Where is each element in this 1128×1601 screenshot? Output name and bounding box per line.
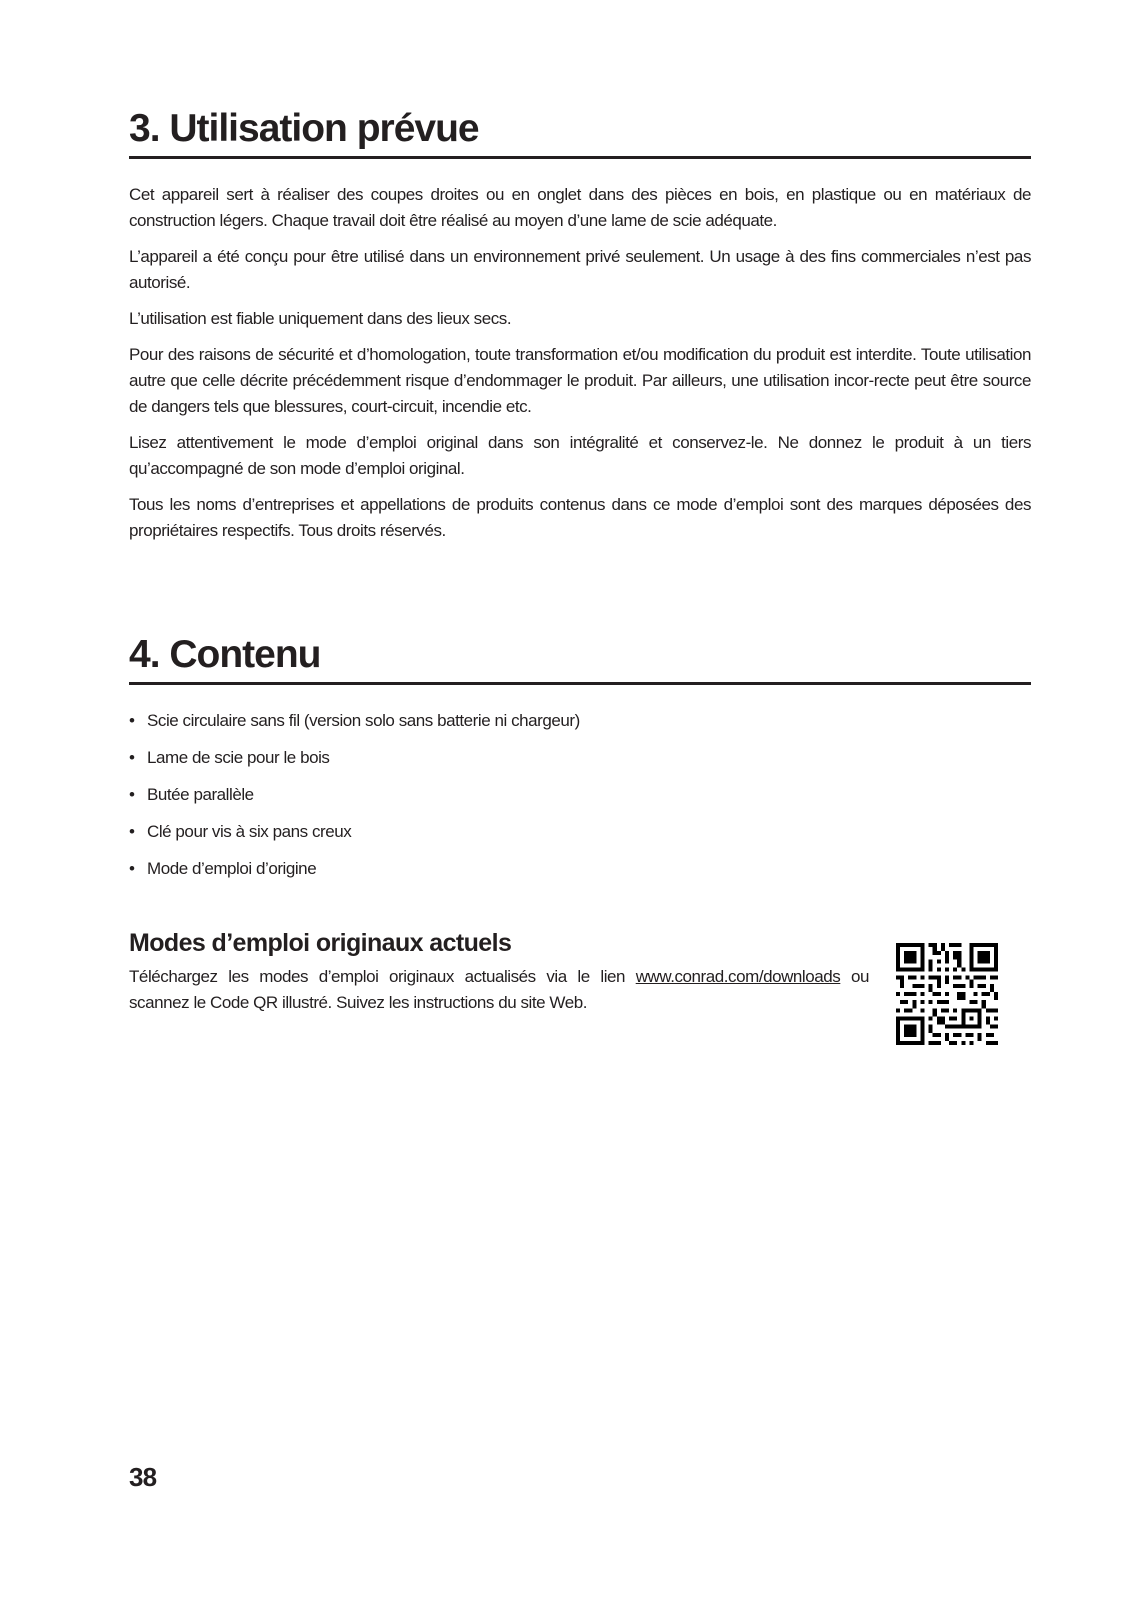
section-manual-downloads [129, 928, 1031, 1016]
subsection-title: Modes d’emploi originaux actuels [129, 929, 512, 957]
paragraph: Pour des raisons de sécurité et d’homologation, toute transformation et/ou modification du produit est interdite. Toute utilisation autre que celle décrite précédemment risque d’endommager le produit. Par ailleurs, une utilisation incor-recte peut être source de dangers tels que blessures, court-circuit, incendie etc. [129, 345, 1031, 416]
page-number: 38 [129, 1462, 157, 1492]
list-item [129, 819, 1031, 845]
paragraph: Cet appareil sert à réaliser des coupes droites ou en onglet dans des pièces en bois, en plastique ou en matériaux de construction légers. Chaque travail doit être réalisé au moyen d’une lame de scie adéquate. [129, 185, 1031, 230]
section-title: 4. Contenu [129, 633, 321, 676]
section-heading-rule [129, 106, 1031, 159]
download-instructions [129, 964, 869, 1016]
paragraph: L’utilisation est fiable uniquement dans des lieux secs. [129, 309, 512, 328]
list-item [129, 856, 1031, 882]
section-body [129, 182, 1031, 544]
document-page [129, 0, 1031, 1601]
paragraph: Tous les noms d’entreprises et appellations de produits contenus dans ce mode d’emploi sont des marques déposées des propriétaires respectifs. Tous droits réservés. [129, 495, 1031, 540]
bullet-icon: • [129, 785, 135, 804]
list-item [129, 745, 1031, 771]
section-heading-rule [129, 632, 1031, 685]
section-contents [129, 632, 1031, 893]
contents-list [129, 708, 1031, 882]
bullet-icon: • [129, 711, 135, 730]
bullet-icon: • [129, 748, 135, 767]
bullet-icon: • [129, 822, 135, 841]
bullet-icon: • [129, 859, 135, 878]
qr-code-icon[interactable] [896, 943, 998, 1045]
list-item-label: Mode d’emploi d’origine [147, 859, 317, 878]
paragraph: Lisez attentivement le mode d’emploi original dans son intégralité et conservez-le. Ne donnez le produit à un tiers qu’accompagné de son mode d’emploi original. [129, 433, 1031, 478]
section-title: 3. Utilisation prévue [129, 107, 479, 150]
paragraph: L’appareil a été conçu pour être utilisé dans un environnement privé seulement. Un usage à des fins commerciales n’est pas autorisé. [129, 247, 1031, 292]
instructions-text-after: ou scannez le Code QR illustré. Suivez les instructions du site Web. [129, 967, 869, 1012]
list-item [129, 782, 1031, 808]
list-item-label: Butée parallèle [147, 785, 254, 804]
downloads-link[interactable]: www.conrad.com/downloads [635, 967, 841, 986]
section-intended-use [129, 106, 1031, 554]
instructions-text-before: Téléchargez les modes d’emploi originaux actualisés via le lien [129, 967, 636, 986]
list-item-label: Lame de scie pour le bois [147, 748, 330, 767]
list-item [129, 708, 1031, 734]
list-item-label: Clé pour vis à six pans creux [147, 822, 352, 841]
list-item-label: Scie circulaire sans fil (version solo sans batterie ni chargeur) [147, 711, 580, 730]
